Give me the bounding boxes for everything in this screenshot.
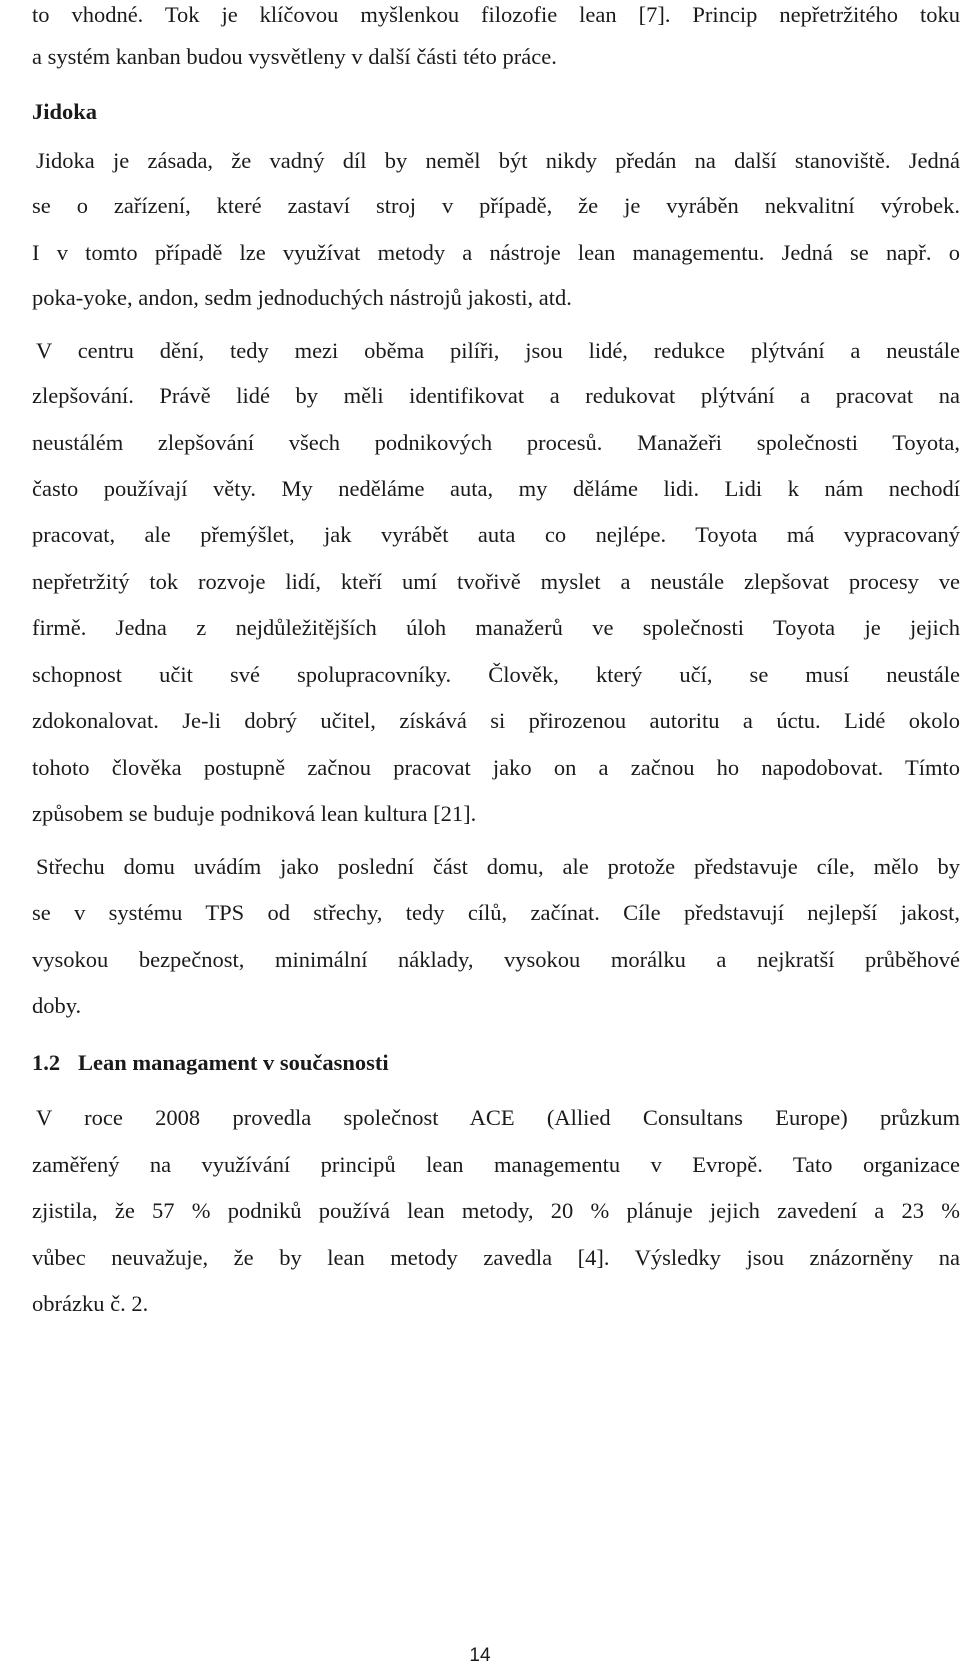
body-text-line: obrázku č. 2. (32, 1291, 149, 1316)
body-text-line: schopnost učit své spolupracovníky. Člověk, který učí, se musí neustále (32, 662, 960, 687)
body-text-line: poka-yoke, andon, sedm jednoduchých nástrojů jakosti, atd. (32, 285, 572, 310)
body-text-line: zjistila, že 57 % podniků používá lean metody, 20 % plánuje jejich zavedení a 23 % (32, 1198, 960, 1223)
body-text-line: neustálém zlepšování všech podnikových procesů. Manažeři společnosti Toyota, (32, 430, 960, 455)
body-text-line: zaměřený na využívání principů lean managementu v Evropě. Tato organizace (32, 1152, 960, 1177)
page-number: 14 (469, 1645, 491, 1666)
body-text-line: se o zařízení, které zastaví stroj v případě, že je vyráběn nekvalitní výrobek. (32, 193, 960, 218)
body-text-line: tohoto člověka postupně začnou pracovat jako on a začnou ho napodobovat. Tímto (32, 755, 960, 780)
subsection-title: Jidoka (32, 99, 98, 124)
body-text-line: firmě. Jedna z nejdůležitějších úloh manažerů ve společnosti Toyota je jejich (32, 615, 960, 640)
body-text-line: vysokou bezpečnost, minimální náklady, vysokou morálku a nejkratší průběhové (32, 947, 960, 972)
body-text-line: a systém kanban budou vysvětleny v další části této práce. (32, 44, 557, 69)
body-text-line: V roce 2008 provedla společnost ACE (Allied Consultans Europe) průzkum (36, 1105, 960, 1130)
body-text-line: zlepšování. Právě lidé by měli identifikovat a redukovat plýtvání a pracovat na (32, 383, 960, 408)
body-text-line: to vhodné. Tok je klíčovou myšlenkou filozofie lean [7]. Princip nepřetržitého toku (32, 2, 960, 27)
section-number: 1.2 (32, 1050, 61, 1075)
body-text-line: Střechu domu uvádím jako poslední část domu, ale protože představuje cíle, mělo by (36, 854, 960, 879)
body-text-line: V centru dění, tedy mezi oběma pilíři, jsou lidé, redukce plýtvání a neustále (36, 338, 960, 363)
body-text-line: se v systému TPS od střechy, tedy cílů, začínat. Cíle představují nejlepší jakost, (32, 900, 960, 925)
body-text-line: nepřetržitý tok rozvoje lidí, kteří umí tvořivě myslet a neustále zlepšovat procesy ve (32, 569, 960, 594)
body-text-line: způsobem se buduje podniková lean kultura [21]. (32, 801, 477, 826)
body-text-line: I v tomto případě lze využívat metody a nástroje lean managementu. Jedná se např. o (32, 240, 960, 265)
body-text-line: zdokonalovat. Je-li dobrý učitel, získává si přirozenou autoritu a úctu. Lidé okolo (32, 708, 960, 733)
body-text-line: často používají věty. My neděláme auta, my děláme lidi. Lidi k nám nechodí (32, 476, 960, 501)
body-text-line: Jidoka je zásada, že vadný díl by neměl být nikdy předán na další stanoviště. Jedná (36, 148, 960, 173)
body-text-line: vůbec neuvažuje, že by lean metody zavedla [4]. Výsledky jsou znázorněny na (32, 1245, 960, 1270)
body-text-line: pracovat, ale přemýšlet, jak vyrábět auta co nejlépe. Toyota má vypracovaný (32, 522, 960, 547)
section-title: Lean managament v současnosti (78, 1050, 389, 1075)
body-text-line: doby. (32, 993, 82, 1018)
